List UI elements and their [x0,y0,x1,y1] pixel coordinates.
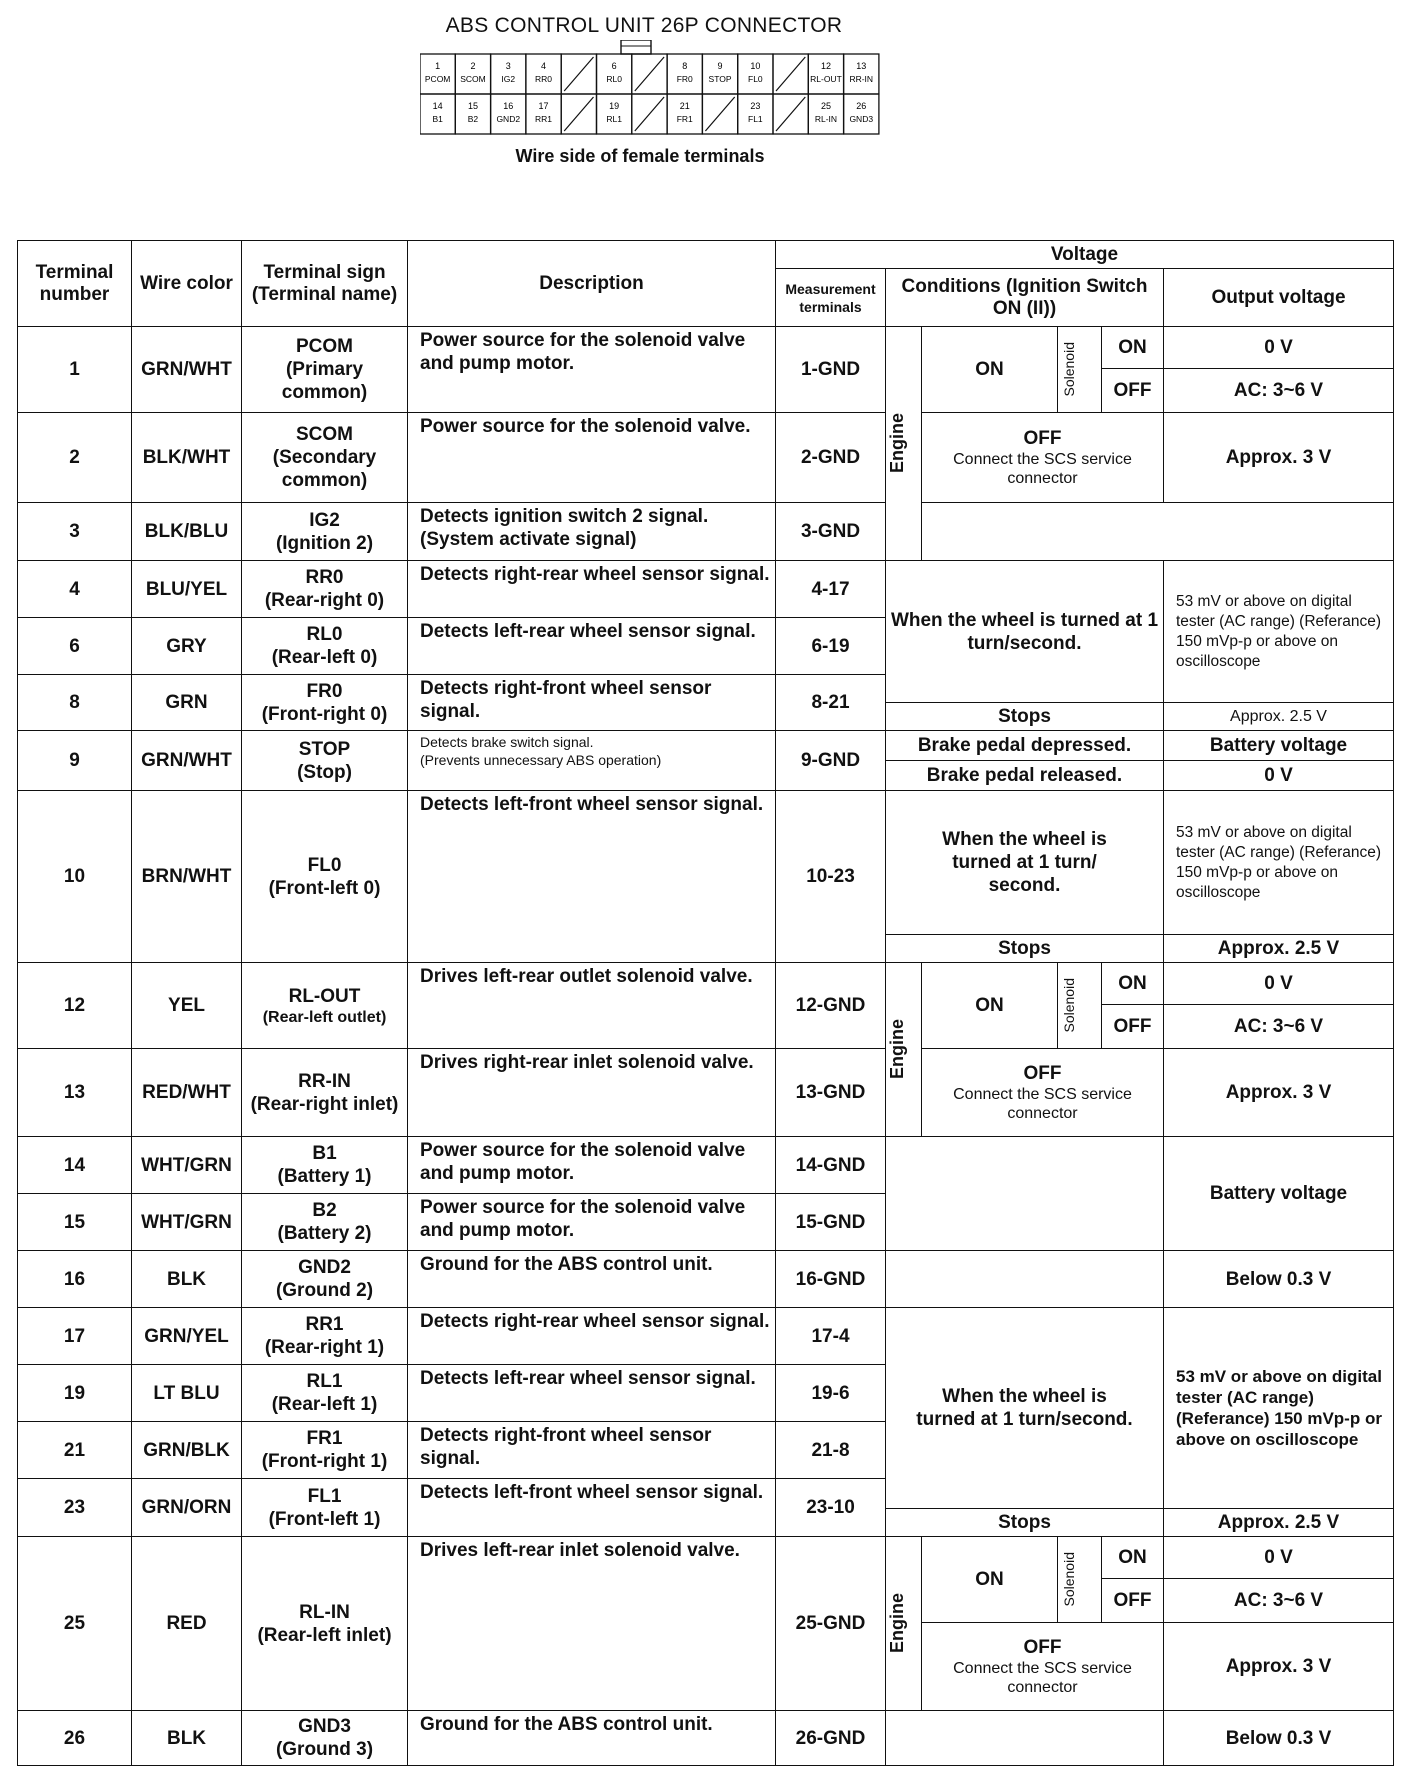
stops-condition: Stops [886,1509,1164,1537]
wire-color: BLK/WHT [132,413,242,503]
header-conditions: Conditions (Ignition Switch ON (II)) [886,269,1164,327]
measurement-terminals: 1-GND [776,327,886,413]
description: Drives right-rear inlet solenoid valve. [408,1049,776,1137]
sign-name: (Primary common) [281,359,368,403]
terminal-sign [242,413,408,503]
wheel-output: 53 mV or above on digital tester (AC range) (Referance) 150 mVp-p or above on oscilloscope [1164,1308,1394,1509]
terminal-table [17,240,1394,1766]
blank-cell-slash [564,97,593,131]
description: Power source for the solenoid valve and pump motor. [408,1194,776,1251]
engine-label: Engine [886,327,922,561]
connector-pin-number: 23 [750,101,761,111]
measurement-terminals: 25-GND [776,1537,886,1711]
header-output-voltage: Output voltage [1164,269,1394,327]
sign-name: (Front-left 1) [268,1508,381,1530]
sign-name: (Ground 2) [275,1280,374,1301]
measurement-terminals: 8-21 [776,675,886,731]
output-voltage: AC: 3~6 V [1164,1579,1394,1623]
header-voltage: Voltage [776,241,1394,269]
sign-code: STOP [298,738,351,760]
terminal-number: 26 [18,1711,132,1766]
output-voltage: AC: 3~6 V [1164,1005,1394,1049]
sign-code: FL0 [307,854,342,876]
connector-pin-label: RR1 [535,114,553,124]
description [408,731,776,791]
terminal-sign [242,731,408,791]
description: Power source for the solenoid valve and pump motor. [408,1137,776,1194]
sign-code: RL1 [306,1371,343,1392]
connector-pin-label: RR-IN [849,74,874,84]
output-voltage: Battery voltage [1164,1137,1394,1251]
measurement-terminals: 16-GND [776,1251,886,1308]
condition-empty [886,1711,1164,1766]
wire-color: BLK/BLU [132,503,242,561]
wire-color: GRN/ORN [132,1479,242,1537]
sign-code: PCOM [296,336,353,357]
terminal-sign [242,1711,408,1766]
output-voltage: Approx. 3 V [1164,413,1394,503]
measurement-terminals: 3-GND [776,503,886,561]
terminal-number: 17 [18,1308,132,1365]
wire-color: BLU/YEL [132,561,242,618]
output-voltage: AC: 3~6 V [1164,369,1394,413]
stops-condition: Stops [886,703,1164,731]
wheel-condition: When the wheel is turned at 1 turn/second. [886,561,1164,703]
sign-name: (Ground 3) [275,1739,374,1760]
engine-on: ON [922,1537,1058,1623]
measurement-terminals: 23-10 [776,1479,886,1537]
connector-pin-label: STOP [708,74,732,84]
terminal-number: 1 [18,327,132,413]
connector-pin-number: 1 [435,61,441,71]
scs-note: Connect the SCS service connector [953,451,1132,487]
desc-line: Detects brake switch signal. [420,734,594,750]
sign-name: (Front-left 0) [268,877,381,899]
output-voltage: Approx. 2.5 V [1164,935,1394,963]
connector-pin-number: 17 [538,101,549,111]
connector-pin-number: 25 [820,101,831,111]
engine-off-scs: OFF Connect the SCS service connector [922,413,1164,503]
header-terminal-number: Terminal number [18,241,132,327]
sign-code: FL1 [307,1485,342,1507]
sign-code: RR1 [305,1314,344,1335]
wire-color: BLK [132,1251,242,1308]
measurement-terminals: 6-19 [776,618,886,675]
description: Detects left-rear wheel sensor signal. [408,1365,776,1422]
terminal-number: 4 [18,561,132,618]
terminal-number: 8 [18,675,132,731]
sign-code: B2 [312,1200,337,1221]
wire-color: GRN [132,675,242,731]
measurement-terminals: 21-8 [776,1422,886,1479]
connector-pin-number: 10 [750,61,761,71]
terminal-number: 12 [18,963,132,1049]
description: Detects left-front wheel sensor signal. [408,791,776,963]
output-voltage: Approx. 3 V [1164,1049,1394,1137]
terminal-sign [242,1365,408,1422]
measurement-terminals: 9-GND [776,731,886,791]
wire-color: YEL [132,963,242,1049]
terminal-number: 15 [18,1194,132,1251]
scs-note: Connect the SCS service connector [953,1660,1132,1696]
connector-pin-number: 4 [541,61,547,71]
sign-code: FR0 [306,680,343,702]
connector-pin-label: PCOM [424,74,451,84]
terminal-sign [242,791,408,963]
description: Detects right-front wheel sensor signal. [408,675,776,731]
description: Ground for the ABS control unit. [408,1711,776,1766]
solenoid-off: OFF [1102,369,1164,413]
sign-name: (Rear-left 1) [271,1394,378,1415]
wire-color: BRN/WHT [132,791,242,963]
blank-cell-slash [564,57,593,91]
connector-pin-label: B2 [467,114,479,124]
header-wire-color: Wire color [132,241,242,327]
terminal-number: 23 [18,1479,132,1537]
description: Detects right-front wheel sensor signal. [408,1422,776,1479]
connector-pin-label: FR1 [676,114,693,124]
wire-color: RED [132,1537,242,1711]
engine-label: Engine [886,963,922,1137]
solenoid-on: ON [1102,1537,1164,1579]
terminal-sign [242,1194,408,1251]
terminal-number: 19 [18,1365,132,1422]
wire-color: GRN/YEL [132,1308,242,1365]
measurement-terminals: 2-GND [776,413,886,503]
sign-code: SCOM [296,424,353,445]
output-voltage: Battery voltage [1164,731,1394,761]
terminal-number: 25 [18,1537,132,1711]
wire-color: RED/WHT [132,1049,242,1137]
wire-color: BLK [132,1711,242,1766]
wheel-output: 53 mV or above on digital tester (AC range) (Referance) 150 mVp-p or above on oscilloscope [1164,791,1394,935]
description: Detects right-rear wheel sensor signal. [408,561,776,618]
wire-color: LT BLU [132,1365,242,1422]
condition-empty [886,1137,1164,1251]
terminal-number: 9 [18,731,132,791]
connector-pin-label: FR0 [676,74,693,84]
sign-name: (Rear-right 1) [264,1337,385,1358]
connector-title: ABS CONTROL UNIT 26P CONNECTOR [445,14,843,37]
connector-pin-label: RL-OUT [810,74,842,84]
terminal-number: 13 [18,1049,132,1137]
terminal-sign [242,1137,408,1194]
brake-depressed: Brake pedal depressed. [886,731,1164,761]
output-voltage: Below 0.3 V [1164,1711,1394,1766]
connector-pin-label: B1 [432,114,443,124]
wire-color: WHT/GRN [132,1194,242,1251]
engine-on: ON [922,963,1058,1049]
description: Power source for the solenoid valve. [408,413,776,503]
measurement-terminals: 26-GND [776,1711,886,1766]
wire-color: GRN/BLK [132,1422,242,1479]
solenoid-label: Solenoid [1058,963,1102,1049]
sign-code: IG2 [309,509,340,531]
terminal-sign [242,1251,408,1308]
connector-pin-label: RL-IN [814,114,838,124]
terminal-sign [242,1422,408,1479]
solenoid-off: OFF [1102,1005,1164,1049]
sign-name: (Battery 1) [277,1166,372,1187]
blank-cell-slash [776,57,805,91]
connector-pin-number: 15 [467,101,478,111]
wheel-condition: When the wheel is turned at 1 turn/second. [886,1308,1164,1509]
description: Ground for the ABS control unit. [408,1251,776,1308]
description: Power source for the solenoid valve and pump motor. [408,327,776,413]
connector-caption: Wire side of female terminals [515,146,765,166]
sign-name: (Stop) [297,761,352,783]
engine-off-scs: OFF Connect the SCS service connector [922,1623,1164,1711]
connector-pin-number: 21 [679,101,690,111]
sign-code: B1 [312,1143,337,1164]
output-voltage: 0 V [1164,761,1394,791]
connector-pin-number: 9 [717,61,723,71]
measurement-terminals: 13-GND [776,1049,886,1137]
connector-pin-number: 16 [503,101,514,111]
output-voltage: Approx. 2.5 V [1164,1509,1394,1537]
connector-pin-label: IG2 [501,74,516,84]
connector-pin-label: GND2 [496,114,521,124]
terminal-sign [242,618,408,675]
measurement-terminals: 17-4 [776,1308,886,1365]
terminal-sign [242,327,408,413]
connector-pin-label: GND3 [849,114,874,124]
solenoid-off: OFF [1102,1579,1164,1623]
measurement-terminals: 19-6 [776,1365,886,1422]
description: Drives left-rear outlet solenoid valve. [408,963,776,1049]
connector-pin-label: RL1 [606,114,622,124]
solenoid-on: ON [1102,327,1164,369]
sign-code: GND2 [298,1257,351,1278]
sign-name: (Rear-left 0) [271,647,378,668]
solenoid-label: Solenoid [1058,327,1102,413]
sign-code: FR1 [306,1428,343,1449]
terminal-sign [242,1537,408,1711]
sign-name: (Secondary common) [272,447,377,491]
header-terminal-sign: Terminal sign (Terminal name) [242,241,408,327]
engine-on: ON [922,327,1058,413]
terminal-number: 3 [18,503,132,561]
description: Detects ignition switch 2 signal. (System activate signal) [408,503,776,561]
engine-off-scs: OFF Connect the SCS service connector [922,1049,1164,1137]
sign-name: (Rear-left outlet) [262,1008,387,1026]
brake-released: Brake pedal released. [886,761,1164,791]
terminal-sign [242,561,408,618]
sign-name: (Front-right 0) [261,703,388,725]
terminal-sign [242,1479,408,1537]
solenoid-label: Solenoid [1058,1537,1102,1623]
measurement-terminals: 12-GND [776,963,886,1049]
terminal-sign [242,1308,408,1365]
output-voltage: Below 0.3 V [1164,1251,1394,1308]
sign-name: (Front-right 1) [261,1451,388,1472]
output-voltage: 0 V [1164,327,1394,369]
connector-pin-number: 13 [856,61,867,71]
connector-pin-number: 8 [682,61,688,71]
connector-pin-number: 2 [470,61,476,71]
measurement-terminals: 4-17 [776,561,886,618]
measurement-terminals: 14-GND [776,1137,886,1194]
wheel-output: 53 mV or above on digital tester (AC range) (Referance) 150 mVp-p or above on oscilloscope [1164,561,1394,703]
sign-code: RR0 [305,567,344,588]
terminal-sign [242,1049,408,1137]
output-voltage: 0 V [1164,963,1394,1005]
terminal-number: 16 [18,1251,132,1308]
measurement-terminals: 10-23 [776,791,886,963]
measurement-terminals: 15-GND [776,1194,886,1251]
condition-empty [886,1251,1164,1308]
blank-cell-slash [635,57,664,91]
wire-color: GRY [132,618,242,675]
connector-pin-number: 26 [856,101,867,111]
description: Detects right-rear wheel sensor signal. [408,1308,776,1365]
blank-cell-slash [705,97,734,131]
condition-empty [922,503,1394,561]
sign-name: (Ignition 2) [275,532,374,554]
blank-cell-slash [635,97,664,131]
solenoid-on: ON [1102,963,1164,1005]
desc-line: (Prevents unnecessary ABS operation) [420,752,662,768]
connector-pin-label: FL1 [748,114,763,124]
sign-name: (Rear-right inlet) [250,1093,399,1115]
blank-cell-slash [776,97,805,131]
sign-code: RL0 [306,624,343,645]
sign-code: RL-IN [299,1601,350,1623]
scs-note: Connect the SCS service connector [953,1086,1132,1122]
output-voltage: Approx. 2.5 V [1164,703,1394,731]
connector-pin-number: 6 [611,61,617,71]
connector-pin-number: 19 [609,101,620,111]
sign-code: GND3 [298,1716,351,1737]
terminal-number: 2 [18,413,132,503]
wheel-condition: When the wheel is turned at 1 turn/ second. [886,791,1164,935]
sign-name: (Battery 2) [277,1223,372,1244]
sign-code: RR-IN [298,1070,351,1092]
connector-pin-label: RR0 [535,74,553,84]
terminal-number: 10 [18,791,132,963]
description: Detects left-front wheel sensor signal. [408,1479,776,1537]
description: Detects left-rear wheel sensor signal. [408,618,776,675]
wire-color: GRN/WHT [132,327,242,413]
connector-pin-number: 14 [432,101,443,111]
output-voltage: Approx. 3 V [1164,1623,1394,1711]
sign-name: (Rear-left inlet) [257,1624,392,1646]
sign-name: (Rear-right 0) [264,590,385,611]
sign-code: RL-OUT [288,985,361,1007]
terminal-sign [242,963,408,1049]
terminal-number: 6 [18,618,132,675]
connector-pin-label: FL0 [748,74,763,84]
terminal-number: 14 [18,1137,132,1194]
terminal-number: 21 [18,1422,132,1479]
wire-color: GRN/WHT [132,731,242,791]
engine-label: Engine [886,1537,922,1711]
connector-pin-number: 3 [505,61,511,71]
terminal-sign [242,675,408,731]
wire-color: WHT/GRN [132,1137,242,1194]
connector-pin-label: RL0 [606,74,622,84]
description: Drives left-rear inlet solenoid valve. [408,1537,776,1711]
header-measurement-terminals: Measurement terminals [776,269,886,327]
connector-diagram [420,40,880,138]
terminal-sign [242,503,408,561]
connector-pin-label: SCOM [460,74,486,84]
header-description: Description [408,241,776,327]
connector-pin-number: 12 [820,61,831,71]
stops-condition: Stops [886,935,1164,963]
output-voltage: 0 V [1164,1537,1394,1579]
